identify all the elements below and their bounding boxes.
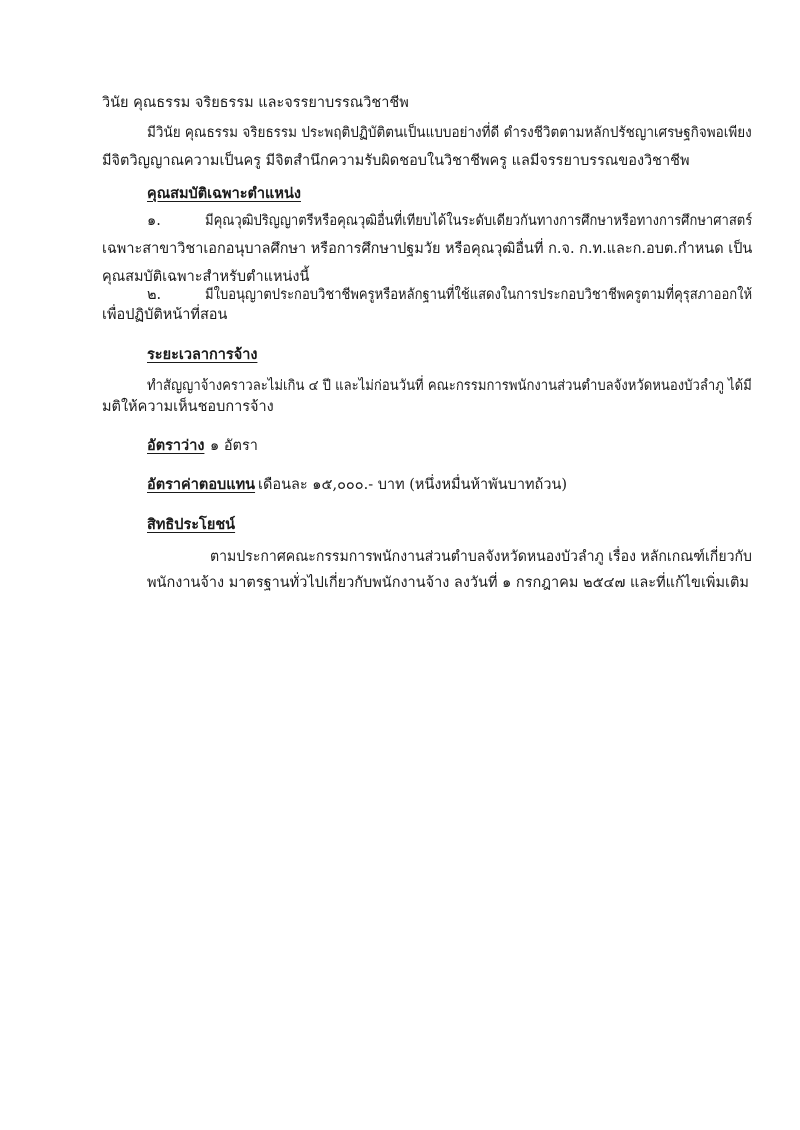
vacancy-heading: อัตราว่าง [147,437,205,454]
employment-period-line-2: มติให้ความเห็นชอบการจ้าง [102,399,274,415]
salary-value: เดือนละ ๑๕,๐๐๐.- บาท (หนึ่งหมื่นห้าพันบาทถ้วน) [258,477,568,493]
qualification-item-2-number: ๒. [147,287,162,303]
employment-period-heading: ระยะเวลาการจ้าง [147,346,258,363]
ethics-paragraph-line-1: มีวินัย คุณธรรม จริยธรรม ประพฤติปฏิบัติตนเป็นแบบอย่างที่ดี ดำรงชีวิตตามหลักปรัชญาเศรษฐกิจพอเพียง [147,125,752,141]
qualification-item-1-number: ๑. [147,213,161,229]
qualifications-heading: คุณสมบัติเฉพาะตำแหน่ง [147,185,301,202]
benefits-line-2: พนักงานจ้าง มาตรฐานทั่วไปเกี่ยวกับพนักงานจ้าง ลงวันที่ ๑ กรกฎาคม ๒๕๔๗ และที่แก้ไขเพิ่มเติม [147,575,749,591]
benefits-heading: สิทธิประโยชน์ [147,516,236,533]
qualification-item-2-line-2: เพื่อปฏิบัติหน้าที่สอน [102,307,228,323]
ethics-paragraph-line-2: มีจิตวิญญาณความเป็นครู มีจิตสำนึกความรับผิดชอบในวิชาชีพครู แลมีจรรยาบรรณของวิชาชีพ [102,153,690,169]
qualification-item-1-line-2: เฉพาะสาขาวิชาเอกอนุบาลศึกษา หรือการศึกษาปฐมวัย หรือคุณวุฒิอื่นที่ ก.จ. ก.ท.และก.อบต.กำหนด เป็น [102,241,753,257]
qualification-item-2-line-1: มีใบอนุญาตประกอบวิชาชีพครูหรือหลักฐานที่ใช้แสดงในการประกอบวิชาชีพครูตามที่คุรุสภาออกให้ [205,287,753,303]
ethics-heading: วินัย คุณธรรม จริยธรรม และจรรยาบรรณวิชาชีพ [102,95,409,111]
vacancy-value: ๑ อัตรา [210,438,258,454]
employment-period-line-1: ทำสัญญาจ้างคราวละไม่เกิน ๔ ปี และไม่ก่อนวันที่ คณะกรรมการพนักงานส่วนตำบลจังหวัดหนองบัวลำภู ได้มี [147,378,752,394]
salary-heading: อัตราค่าตอบแทน [147,476,256,493]
benefits-line-1: ตามประกาศคณะกรรมการพนักงานส่วนตำบลจังหวัดหนองบัวลำภู เรื่อง หลักเกณฑ์เกี่ยวกับ [210,549,752,565]
qualification-item-1-line-1: มีคุณวุฒิปริญญาตรีหรือคุณวุฒิอื่นที่เทียบได้ในระดับเดียวกันทางการศึกษาหรือทางการศึกษาศาสตร์ [205,213,753,229]
qualification-item-1-line-3: คุณสมบัติเฉพาะสำหรับตำแหน่งนี้ [102,269,310,285]
